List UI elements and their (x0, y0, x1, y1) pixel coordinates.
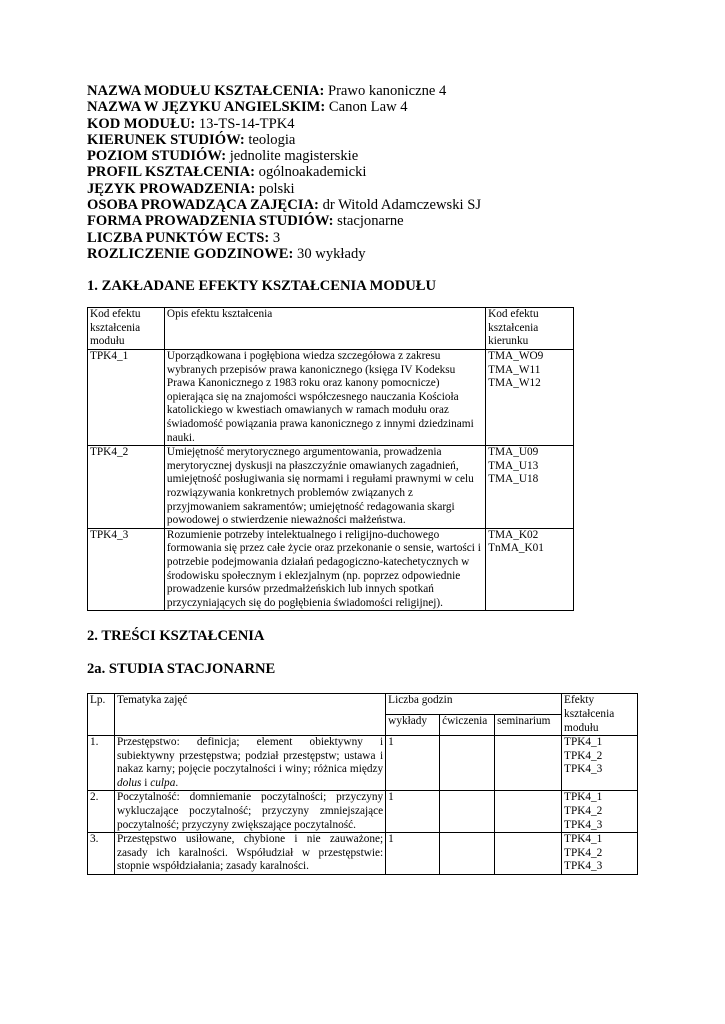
meta-label: LICZBA PUNKTÓW ECTS: (87, 229, 270, 246)
topic-text: i (141, 776, 151, 789)
topic-cell (114, 736, 385, 791)
row-number: 3. (88, 833, 115, 875)
meta-value: 3 (269, 229, 281, 246)
meta-value: dr Witold Adamczewski SJ (318, 197, 482, 214)
row-number: 2. (88, 791, 115, 833)
meta-line (87, 83, 647, 99)
direction-codes (486, 446, 574, 529)
effect-description: Uporządkowana i pogłębiona wiedza szczegółowa z zakresu wybranych przepisów prawa kanonicznego (księga IV Kodeksu Prawa Kanonicznego z 1983 roku oraz kanony pomocnicze) opierająca się na znajomości współczesnego nauczania Kościoła katolickiego w kwestiach omawianych w ramach modułu oraz świadomość powiązania prawa kanonicznego z innymi dziedzinami nauki. (164, 350, 485, 446)
meta-label: FORMA PROWADZENIA STUDIÓW: (87, 213, 334, 230)
topic-text: Przestępstwo: definicja; element obiektywny i subiektywny przestępstwa; podział przestępstw; ustawa i nakaz karny; pojęcie poczytalności i winy; różnica między (116, 736, 384, 776)
meta-value: teologia (244, 131, 296, 148)
topic-cell: Przestępstwo usiłowane, chybione i nie zauważone; zasady ich karalności. Współudział w przestępstwie: stopnie współdziałania; zasady karalności. (114, 833, 385, 875)
module-effect: TPK4_2 (564, 846, 603, 859)
direction-codes (486, 350, 574, 446)
table-header-row (88, 694, 638, 715)
table-row (88, 791, 638, 833)
table-header-cell: ćwiczenia (440, 715, 495, 736)
table-header-cell: Liczba godzin (386, 694, 562, 715)
topic-text: . (175, 776, 179, 789)
meta-line (87, 148, 647, 164)
module-effect: TPK4_1 (564, 833, 603, 846)
effect-code: TPK4_2 (88, 446, 165, 529)
contents-table (87, 693, 638, 875)
direction-code: TMA_U18 (488, 473, 539, 486)
direction-code: TnMA_K01 (488, 542, 544, 555)
table-header-cell: Efekty kształcenia modułu (562, 694, 638, 736)
meta-label: OSOBA PROWADZĄCA ZAJĘCIA: (87, 197, 319, 214)
module-effects (562, 791, 638, 833)
lecture-hours: 1 (386, 736, 440, 791)
module-effect: TPK4_3 (564, 860, 603, 873)
meta-label: NAZWA MODUŁU KSZTAŁCENIA: (87, 83, 325, 99)
direction-codes (486, 528, 574, 611)
row-number: 1. (88, 736, 115, 791)
meta-value: ogólnoakademicki (255, 164, 367, 181)
effect-description: Umiejętność merytorycznego argumentowania, prowadzenia merytorycznej dyskusji na płaszczyźnie omawianych zagadnień, umiejętność posługiwania się normami i regułami prawnymi w celu rozwiązywania konkretnych problemów związanych z przyjmowaniem sakramentów; umiejętność redagowania skargi powodowej o stwierdzenie nieważności małżeństwa. (164, 446, 485, 529)
table-header-cell: Lp. (88, 694, 115, 736)
meta-line (87, 132, 647, 148)
effect-code: TPK4_3 (88, 528, 165, 611)
topic-term: dolus (116, 776, 142, 789)
document-page (87, 83, 647, 875)
meta-label: POZIOM STUDIÓW: (87, 148, 227, 165)
module-effects (562, 736, 638, 791)
meta-line (87, 230, 647, 246)
module-metadata (87, 83, 647, 262)
subsection-heading: 2a. STUDIA STACJONARNE (87, 661, 276, 678)
meta-label: ROZLICZENIE GODZINOWE: (87, 245, 294, 262)
meta-line (87, 246, 647, 262)
meta-line (87, 99, 647, 115)
section-heading: 1. ZAKŁADANE EFEKTY KSZTAŁCENIA MODUŁU (87, 278, 437, 295)
table-header-cell: Tematyka zajęć (114, 694, 385, 736)
direction-code: TMA_U13 (488, 459, 539, 472)
direction-code: TMA_W12 (488, 377, 541, 390)
meta-value: polski (255, 180, 295, 197)
module-effect: TPK4_3 (564, 818, 603, 831)
seminar-hours (495, 736, 562, 791)
direction-code: TMA_K02 (488, 528, 539, 541)
meta-value: jednolite magisterskie (226, 148, 359, 165)
exercise-hours (440, 833, 495, 875)
meta-line (87, 213, 647, 229)
table-row (88, 528, 574, 611)
table-row (88, 446, 574, 529)
table-row (88, 350, 574, 446)
effect-description: Rozumienie potrzeby intelektualnego i religijno-duchowego formowania się przez całe życie oraz przekonanie o sensie, wartości i potrzebie podejmowania działań pedagogiczno-katechetycznych w środowisku społecznym i eklezjalnym (np. poprzez odpowiednie prowadzenie kursów przedmałżeńskich lub innych spotkań przyczyniających się do pogłębienia świadomości religijnej). (164, 528, 485, 611)
module-effect: TPK4_3 (564, 763, 603, 776)
module-effect: TPK4_2 (564, 749, 603, 762)
lecture-hours: 1 (386, 791, 440, 833)
direction-code: TMA_U09 (488, 446, 539, 459)
module-effect: TPK4_1 (564, 791, 603, 804)
table-row (88, 833, 638, 875)
meta-line (87, 197, 647, 213)
seminar-hours (495, 791, 562, 833)
effects-table (87, 307, 574, 611)
lecture-hours: 1 (386, 833, 440, 875)
meta-value: Prawo kanoniczne 4 (324, 83, 447, 99)
table-row (88, 736, 638, 791)
table-header-cell: Kod efektu kształcenia modułu (88, 308, 165, 350)
module-effects (562, 833, 638, 875)
meta-label: KIERUNEK STUDIÓW: (87, 131, 245, 148)
meta-label: PROFIL KSZTAŁCENIA: (87, 164, 255, 181)
module-effect: TPK4_1 (564, 736, 603, 749)
seminar-hours (495, 833, 562, 875)
direction-code: TMA_WO9 (488, 350, 544, 363)
exercise-hours (440, 791, 495, 833)
meta-line (87, 181, 647, 197)
topic-term: culpa (150, 776, 176, 789)
meta-line (87, 116, 647, 132)
effect-code: TPK4_1 (88, 350, 165, 446)
direction-code: TMA_W11 (488, 363, 541, 376)
exercise-hours (440, 736, 495, 791)
section-heading: 2. TREŚCI KSZTAŁCENIA (87, 628, 265, 645)
module-effect: TPK4_2 (564, 805, 603, 818)
table-header-cell: wykłady (386, 715, 440, 736)
meta-value: 30 wykłady (293, 245, 366, 262)
meta-line (87, 164, 647, 180)
meta-label: JĘZYK PROWADZENIA: (87, 180, 256, 197)
meta-label: NAZWA W JĘZYKU ANGIELSKIM: (87, 99, 326, 116)
meta-value: Canon Law 4 (325, 99, 408, 116)
topic-cell: Poczytalność: domniemanie poczytalności; przyczyny wykluczające poczytalność; przyczyny zmniejszające poczytalność; przyczyny zwiększające poczytalność. (114, 791, 385, 833)
table-header-row (88, 308, 574, 350)
meta-label: KOD MODUŁU: (87, 115, 196, 132)
meta-value: 13-TS-14-TPK4 (195, 115, 295, 132)
meta-value: stacjonarne (333, 213, 404, 230)
table-header-cell: Opis efektu kształcenia (164, 308, 485, 350)
table-header-cell: Kod efektu kształcenia kierunku (486, 308, 574, 350)
table-header-cell: seminarium (495, 715, 562, 736)
